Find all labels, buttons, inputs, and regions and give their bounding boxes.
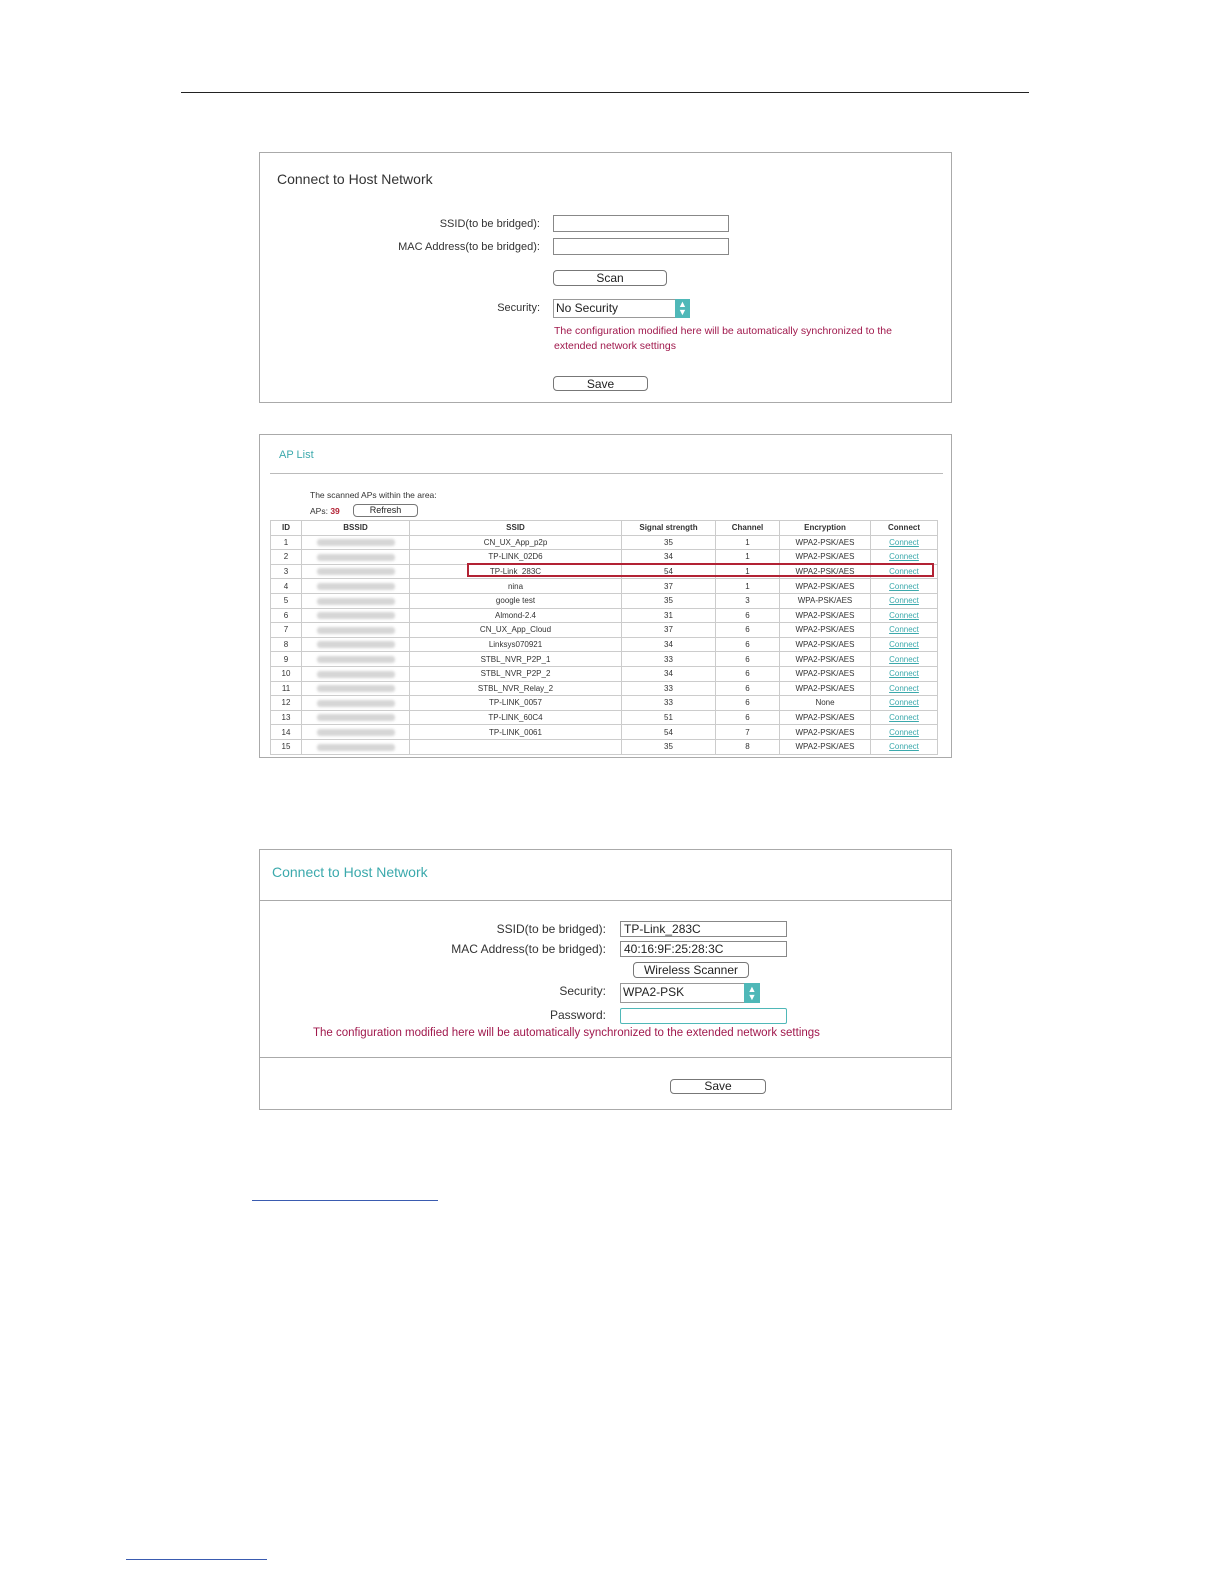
ap-table-row [271,593,938,608]
ap-connect-cell[interactable] [871,739,938,754]
blurred-bssid [317,714,395,721]
security-select[interactable] [553,299,690,318]
refresh-button[interactable]: Refresh [353,504,418,517]
sync-note-line-1: The configuration modified here will be automatically synchronized to the [554,325,892,337]
ap-channel-cell: 6 [716,608,780,623]
col-header-signal: Signal strength [622,521,716,536]
save-button[interactable]: Save [553,376,648,391]
ap-connect-cell[interactable] [871,579,938,594]
ap-table-row [271,739,938,754]
ap-connect-cell[interactable] [871,535,938,550]
aps-count-row [310,506,340,516]
ap-bssid-cell [302,593,410,608]
blurred-bssid [317,671,395,678]
ap-signal-cell: 35 [622,593,716,608]
ap-table-header [271,521,938,536]
ap-list-title: AP List [279,449,314,461]
ap-channel-cell: 8 [716,739,780,754]
blurred-bssid [317,700,395,707]
ap-bssid-cell [302,681,410,696]
ap-connect-cell[interactable] [871,623,938,638]
ap-bssid-cell [302,608,410,623]
blurred-bssid [317,583,395,590]
security-select-2[interactable] [620,983,760,1003]
sync-note [554,324,934,354]
password-input[interactable] [620,1008,787,1024]
ap-connect-cell[interactable] [871,696,938,711]
ap-signal-cell: 37 [622,623,716,638]
ap-list-panel [259,434,952,758]
ap-id-cell: 8 [271,637,302,652]
connect-link[interactable]: Connect [889,625,919,635]
blurred-bssid [317,539,395,546]
blurred-bssid [317,641,395,648]
ap-ssid-cell: STBL_NVR_P2P_2 [410,666,622,681]
ap-bssid-cell [302,666,410,681]
connect-link[interactable]: Connect [889,683,919,693]
connect-link[interactable]: Connect [889,698,919,708]
ap-id-cell: 7 [271,623,302,638]
ap-ssid-cell: TP-LINK_02D6 [410,550,622,565]
ap-ssid-cell: nina [410,579,622,594]
ap-table-row [271,623,938,638]
ap-encryption-cell: WPA2-PSK/AES [780,652,871,667]
ap-table-row [271,725,938,740]
ap-bssid-cell [302,696,410,711]
ap-signal-cell: 31 [622,608,716,623]
ap-channel-cell: 6 [716,666,780,681]
ap-connect-cell[interactable] [871,725,938,740]
ap-encryption-cell: WPA2-PSK/AES [780,550,871,565]
blurred-bssid [317,685,395,692]
ap-table-row [271,666,938,681]
connect-link[interactable]: Connect [889,610,919,620]
ap-signal-cell: 33 [622,681,716,696]
ap-connect-cell[interactable] [871,681,938,696]
ap-ssid-cell: TP-LINK_60C4 [410,710,622,725]
ap-signal-cell: 37 [622,579,716,594]
ap-bssid-cell [302,725,410,740]
ap-bssid-cell [302,550,410,565]
ap-encryption-cell: WPA2-PSK/AES [780,666,871,681]
ap-id-cell: 4 [271,579,302,594]
ap-signal-cell: 34 [622,637,716,652]
ap-signal-cell: 35 [622,535,716,550]
security-selected-value-2: WPA2-PSK [623,985,685,999]
ap-bssid-cell [302,535,410,550]
connect-link[interactable]: Connect [889,581,919,591]
ap-ssid-cell: TP-Link_283C [410,564,622,579]
col-header-encryption: Encryption [780,521,871,536]
ap-connect-cell[interactable] [871,637,938,652]
mac-input-2[interactable] [620,941,787,957]
sync-note-2: The configuration modified here will be automatically synchronized to the extended network settings [313,1027,820,1039]
ap-ssid-cell: Linksys070921 [410,637,622,652]
connect-link[interactable]: Connect [889,727,919,737]
ap-channel-cell: 6 [716,623,780,638]
ap-encryption-cell: WPA2-PSK/AES [780,710,871,725]
ap-channel-cell: 3 [716,593,780,608]
blurred-bssid [317,627,395,634]
ap-signal-cell: 33 [622,652,716,667]
col-header-channel: Channel [716,521,780,536]
ap-table-row [271,696,938,711]
ap-signal-cell: 34 [622,666,716,681]
connect-link[interactable]: Connect [889,640,919,650]
aps-count: 39 [330,506,340,516]
ap-id-cell: 11 [271,681,302,696]
ap-encryption-cell: WPA2-PSK/AES [780,579,871,594]
ap-channel-cell: 1 [716,535,780,550]
ap-encryption-cell: WPA2-PSK/AES [780,637,871,652]
ap-ssid-cell: TP-LINK_0061 [410,725,622,740]
ap-encryption-cell: None [780,696,871,711]
ap-connect-cell[interactable] [871,710,938,725]
mac-label: MAC Address(to be bridged): [398,241,540,253]
ap-ssid-cell: CN_UX_App_p2p [410,535,622,550]
ap-id-cell: 12 [271,696,302,711]
ap-channel-cell: 1 [716,550,780,565]
ap-signal-cell: 51 [622,710,716,725]
ap-table-row [271,535,938,550]
security-selected-value: No Security [556,301,619,315]
connect-link[interactable]: Connect [889,713,919,723]
connect-link[interactable]: Connect [889,567,919,577]
ap-encryption-cell: WPA2-PSK/AES [780,725,871,740]
ap-bssid-cell [302,637,410,652]
ap-connect-cell[interactable] [871,666,938,681]
panel-2-title-rule [260,900,951,901]
ap-table-row [271,637,938,652]
ap-id-cell: 2 [271,550,302,565]
ap-channel-cell: 6 [716,696,780,711]
aps-label: APs: [310,506,328,516]
ap-id-cell: 5 [271,593,302,608]
sync-note-line-2: extended network settings [554,340,676,352]
ap-signal-cell: 33 [622,696,716,711]
ssid-input[interactable] [553,215,729,232]
ap-id-cell: 10 [271,666,302,681]
ap-table-row [271,652,938,667]
ap-signal-cell: 35 [622,739,716,754]
ap-bssid-cell [302,710,410,725]
ap-id-cell: 13 [271,710,302,725]
chevron-updown-icon: ▲ ▼ [675,299,690,318]
ap-bssid-cell [302,564,410,579]
col-header-bssid: BSSID [302,521,410,536]
wireless-scanner-button[interactable]: Wireless Scanner [633,962,749,978]
col-header-connect: Connect [871,521,938,536]
connect-host-network-panel-2 [259,849,952,1110]
ap-connect-cell[interactable] [871,593,938,608]
blurred-bssid [317,554,395,561]
ap-channel-cell: 1 [716,564,780,579]
ap-id-cell: 9 [271,652,302,667]
scan-intro-text: The scanned APs within the area: [310,490,437,500]
mac-label-2: MAC Address(to be bridged): [451,942,606,956]
connect-link[interactable]: Connect [889,537,919,547]
chevron-updown-icon: ▲ ▼ [744,983,760,1003]
security-label-2: Security: [559,984,606,998]
ap-channel-cell: 6 [716,681,780,696]
panel-1-title: Connect to Host Network [277,171,433,187]
ap-ssid-cell: STBL_NVR_Relay_2 [410,681,622,696]
ap-bssid-cell [302,739,410,754]
ap-encryption-cell: WPA2-PSK/AES [780,623,871,638]
footnote-link-underline [252,1200,438,1201]
blurred-bssid [317,568,395,575]
mac-input[interactable] [553,238,729,255]
header-rule [181,92,1029,93]
ap-signal-cell: 54 [622,564,716,579]
ap-channel-cell: 6 [716,652,780,667]
ap-encryption-cell: WPA2-PSK/AES [780,608,871,623]
footer-link-underline [126,1559,267,1560]
ssid-label: SSID(to be bridged): [439,218,540,230]
connect-link[interactable]: Connect [889,742,919,752]
connect-link[interactable]: Connect [889,669,919,679]
ap-channel-cell: 7 [716,725,780,740]
ap-ssid-cell: google test [410,593,622,608]
ap-ssid-cell: CN_UX_App_Cloud [410,623,622,638]
ap-channel-cell: 6 [716,637,780,652]
connect-link[interactable]: Connect [889,596,919,606]
ap-id-cell: 14 [271,725,302,740]
ap-table-row [271,579,938,594]
col-header-ssid: SSID [410,521,622,536]
ap-channel-cell: 6 [716,710,780,725]
ap-table [270,520,938,755]
ap-id-cell: 6 [271,608,302,623]
ap-table-row [271,681,938,696]
ap-encryption-cell: WPA2-PSK/AES [780,535,871,550]
ssid-label-2: SSID(to be bridged): [496,922,606,936]
connect-link[interactable]: Connect [889,654,919,664]
ap-ssid-cell [410,739,622,754]
ap-id-cell: 3 [271,564,302,579]
ap-bssid-cell [302,623,410,638]
ap-bssid-cell [302,579,410,594]
blurred-bssid [317,612,395,619]
col-header-id: ID [271,521,302,536]
blurred-bssid [317,656,395,663]
ap-encryption-cell: WPA2-PSK/AES [780,739,871,754]
ap-table-row [271,710,938,725]
ap-ssid-cell: TP-LINK_0057 [410,696,622,711]
ap-signal-cell: 34 [622,550,716,565]
security-label: Security: [497,302,540,314]
ap-signal-cell: 54 [622,725,716,740]
ap-connect-cell[interactable] [871,608,938,623]
ap-id-cell: 15 [271,739,302,754]
ap-connect-cell[interactable] [871,652,938,667]
panel-2-title: Connect to Host Network [272,864,428,880]
ap-table-row [271,608,938,623]
connect-link[interactable]: Connect [889,552,919,562]
connect-host-network-panel-1 [259,152,952,403]
save-button-2[interactable]: Save [670,1079,766,1094]
password-label: Password: [549,1008,606,1022]
ap-channel-cell: 1 [716,579,780,594]
selected-row-highlight [467,563,934,577]
scan-button[interactable]: Scan [553,270,667,286]
ap-encryption-cell: WPA-PSK/AES [780,593,871,608]
ap-bssid-cell [302,652,410,667]
blurred-bssid [317,744,395,751]
blurred-bssid [317,729,395,736]
ap-list-title-rule [270,473,943,474]
ap-encryption-cell: WPA2-PSK/AES [780,681,871,696]
panel-2-footer-rule [260,1057,951,1058]
ap-ssid-cell: STBL_NVR_P2P_1 [410,652,622,667]
ssid-input-2[interactable] [620,921,787,937]
ap-ssid-cell: Almond-2.4 [410,608,622,623]
blurred-bssid [317,598,395,605]
ap-encryption-cell: WPA2-PSK/AES [780,564,871,579]
ap-id-cell: 1 [271,535,302,550]
